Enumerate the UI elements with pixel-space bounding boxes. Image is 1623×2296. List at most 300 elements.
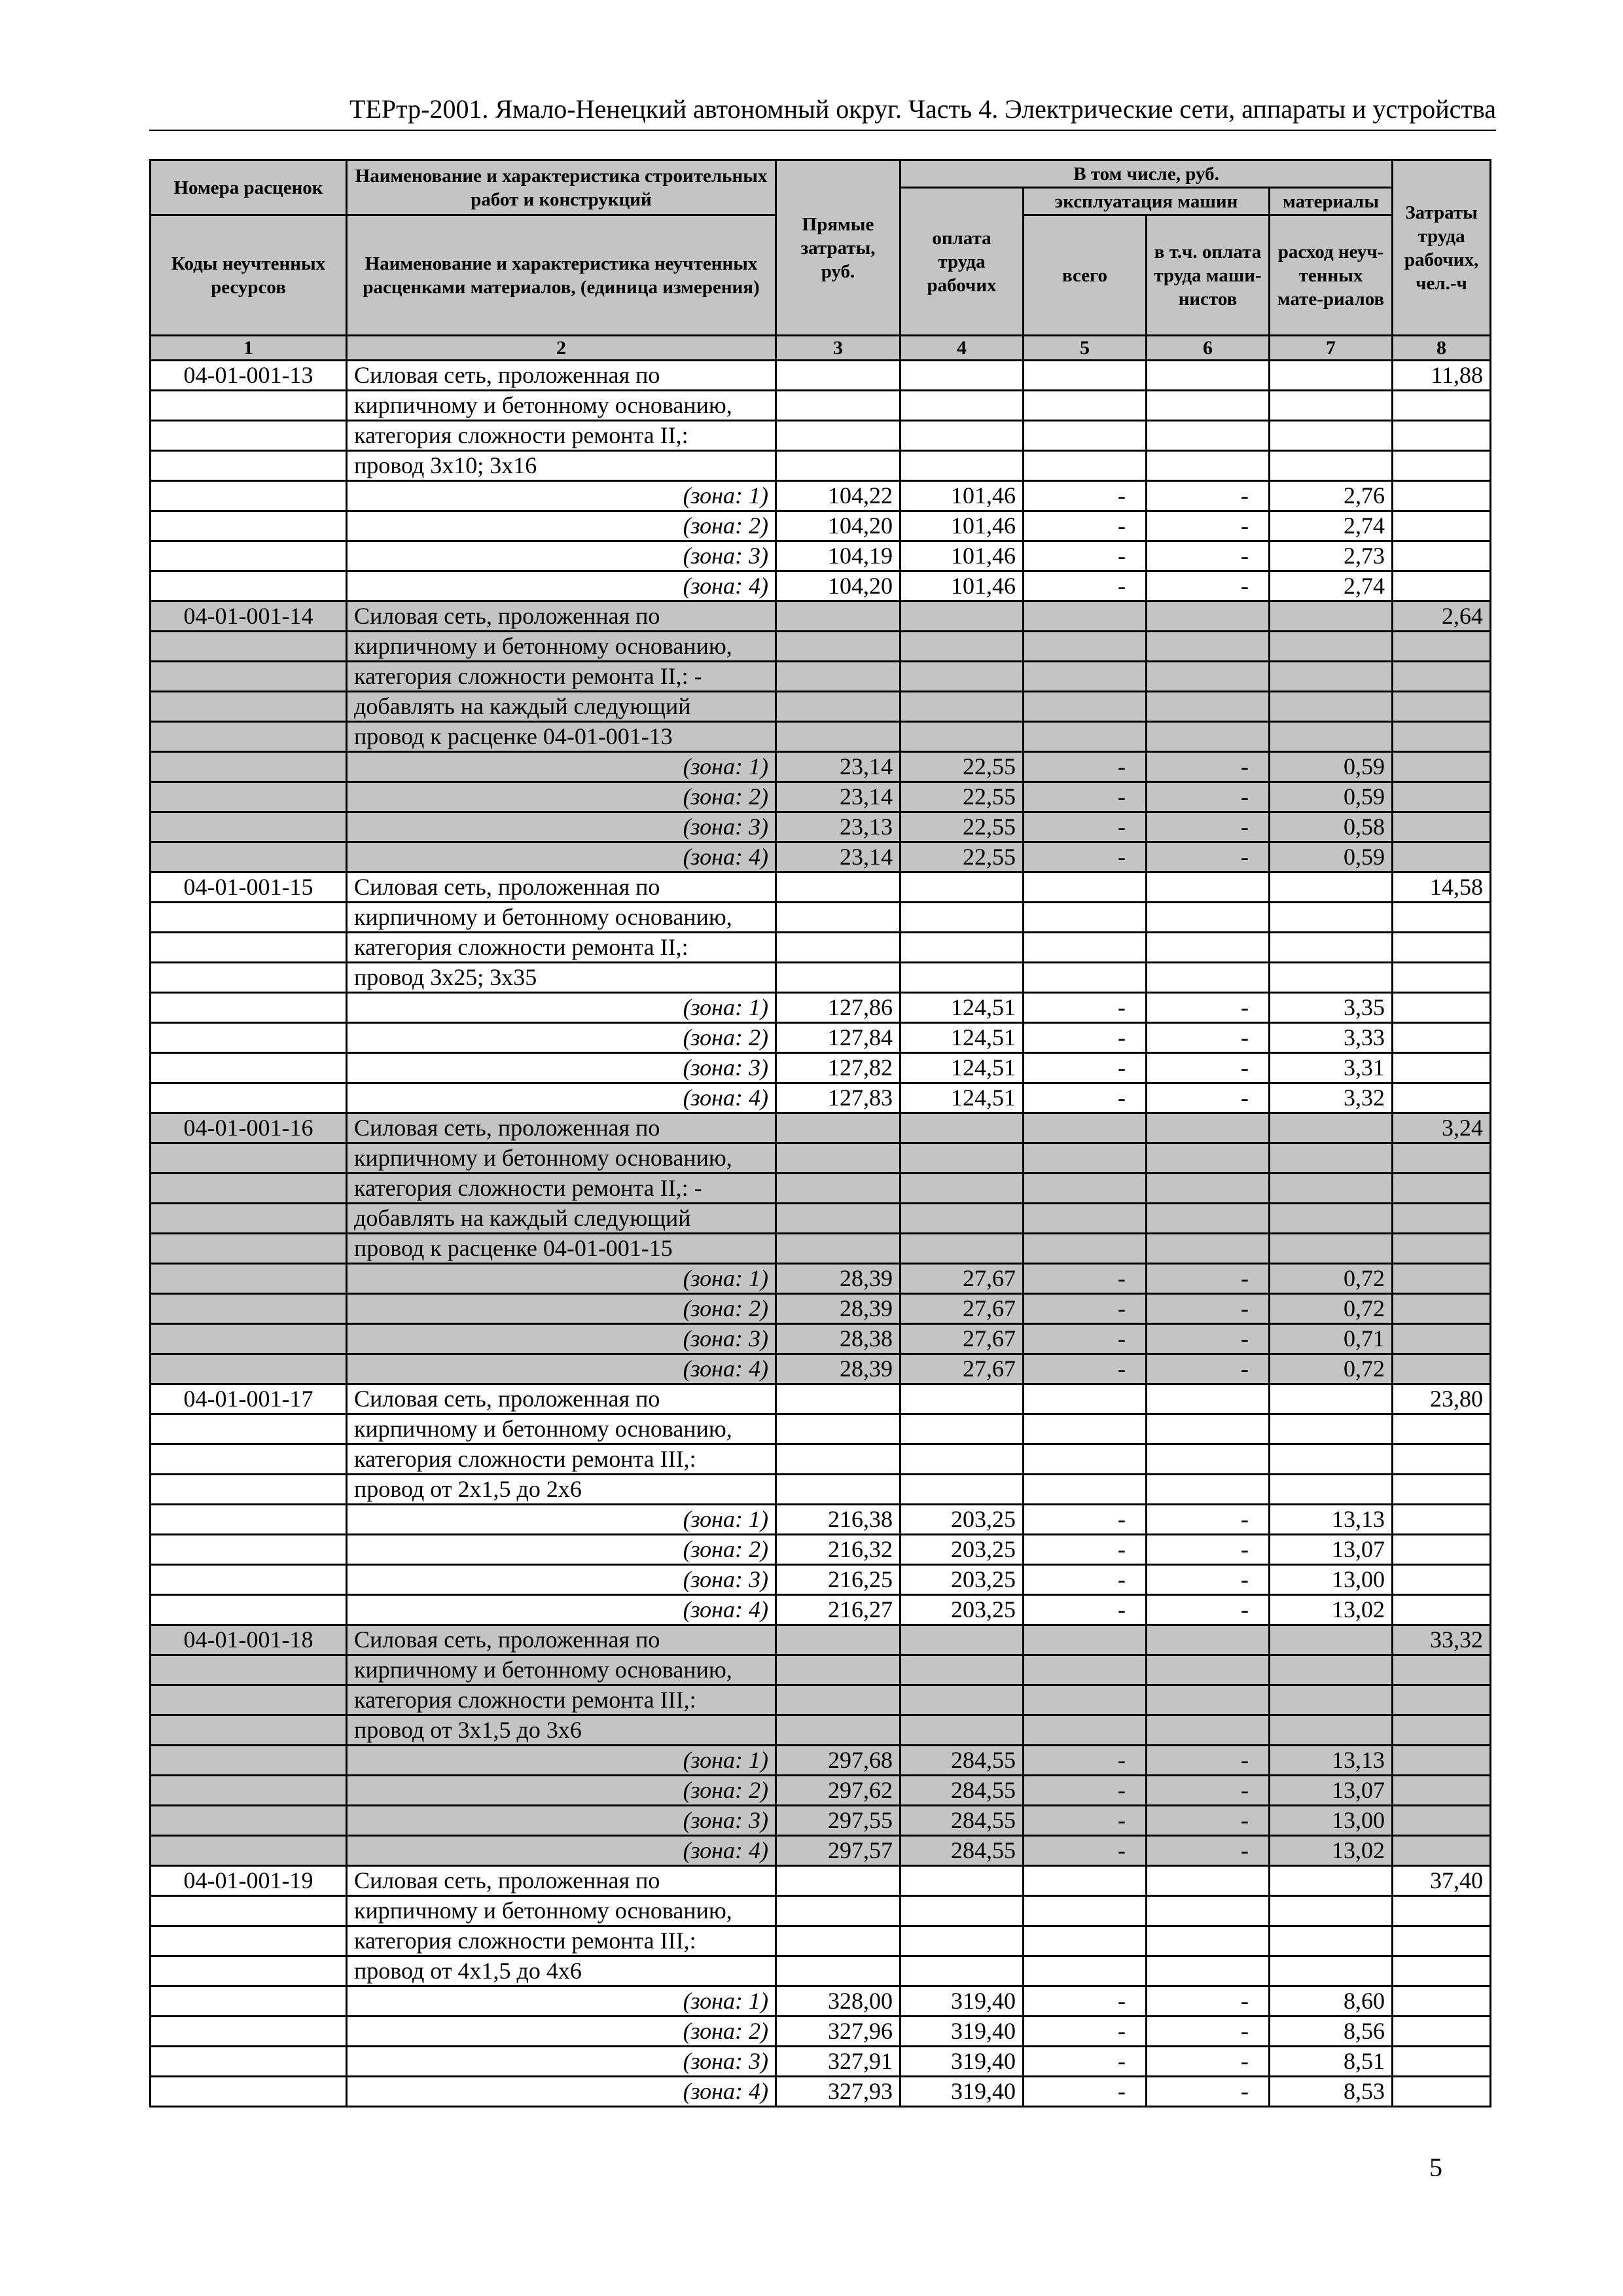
empty-cell [776, 662, 901, 692]
table-row [151, 1234, 1491, 1264]
operator-pay: - [1147, 1023, 1270, 1053]
worker-pay: 101,46 [901, 541, 1024, 571]
direct-costs: 28,38 [776, 1324, 901, 1354]
operator-pay: - [1147, 1324, 1270, 1354]
zone-row [151, 1505, 1491, 1535]
zone-row [151, 842, 1491, 872]
empty-cell [1147, 451, 1270, 481]
rate-code-cell [151, 993, 347, 1023]
material-use: 3,31 [1270, 1053, 1393, 1083]
empty-cell [1024, 601, 1147, 632]
empty-cell [901, 1715, 1024, 1746]
empty-cell [1270, 1896, 1393, 1926]
operator-pay: - [1147, 571, 1270, 601]
empty-cell [1270, 872, 1393, 903]
labor-hours-cell [1393, 1505, 1491, 1535]
zone-label: (зона: 1) [347, 481, 776, 511]
empty-cell [1024, 1956, 1147, 1986]
table-row [151, 361, 1491, 391]
empty-cell [1147, 1685, 1270, 1715]
empty-cell [776, 963, 901, 993]
labor-hours: 3,24 [1393, 1113, 1491, 1143]
empty-cell [776, 722, 901, 752]
machine-total: - [1024, 1806, 1147, 1836]
machine-total: - [1024, 1776, 1147, 1806]
operator-pay: - [1147, 812, 1270, 842]
operator-pay: - [1147, 2017, 1270, 2047]
rate-code-cell [151, 1083, 347, 1113]
empty-cell [901, 662, 1024, 692]
empty-cell [1024, 1174, 1147, 1204]
labor-hours-cell [1393, 1444, 1491, 1475]
operator-pay: - [1147, 2077, 1270, 2107]
work-description-line: Силовая сеть, проложенная по [347, 601, 776, 632]
empty-cell [901, 1384, 1024, 1414]
empty-cell [1270, 451, 1393, 481]
zone-row [151, 1053, 1491, 1083]
empty-cell [1147, 1625, 1270, 1655]
operator-pay: - [1147, 541, 1270, 571]
empty-cell [1270, 632, 1393, 662]
table-row [151, 1625, 1491, 1655]
machine-total: - [1024, 1053, 1147, 1083]
machine-total: - [1024, 812, 1147, 842]
work-description-line: провод к расценке 04-01-001-13 [347, 722, 776, 752]
worker-pay: 22,55 [901, 812, 1024, 842]
empty-cell [1270, 1174, 1393, 1204]
empty-cell [1024, 1143, 1147, 1174]
direct-costs: 127,82 [776, 1053, 901, 1083]
zone-row [151, 1083, 1491, 1113]
empty-cell [776, 1715, 901, 1746]
rate-code-cell [151, 963, 347, 993]
table-row [151, 451, 1491, 481]
labor-hours-cell [1393, 1776, 1491, 1806]
machine-total: - [1024, 1565, 1147, 1595]
empty-cell [1147, 722, 1270, 752]
rate-code-cell [151, 1023, 347, 1053]
zone-label: (зона: 3) [347, 812, 776, 842]
zone-row [151, 1324, 1491, 1354]
rate-code: 04-01-001-16 [151, 1113, 347, 1143]
labor-hours-cell [1393, 1324, 1491, 1354]
labor-hours-cell [1393, 1595, 1491, 1625]
empty-cell [1147, 1956, 1270, 1986]
labor-hours: 11,88 [1393, 361, 1491, 391]
empty-cell [901, 1896, 1024, 1926]
zone-label: (зона: 1) [347, 1746, 776, 1776]
rate-code-cell [151, 1294, 347, 1324]
empty-cell [901, 692, 1024, 722]
rates-table [149, 159, 1491, 2108]
work-description-line: кирпичному и бетонному основанию, [347, 903, 776, 933]
rate-code-cell [151, 812, 347, 842]
empty-cell [1024, 1444, 1147, 1475]
zone-row [151, 571, 1491, 601]
zone-label: (зона: 4) [347, 1595, 776, 1625]
zone-label: (зона: 4) [347, 842, 776, 872]
work-description-line: кирпичному и бетонному основанию, [347, 632, 776, 662]
operator-pay: - [1147, 993, 1270, 1023]
table-row [151, 601, 1491, 632]
table-row [151, 933, 1491, 963]
empty-cell [1147, 1113, 1270, 1143]
table-row [151, 1113, 1491, 1143]
labor-hours-cell [1393, 421, 1491, 451]
empty-cell [776, 421, 901, 451]
operator-pay: - [1147, 1505, 1270, 1535]
zone-label: (зона: 1) [347, 1986, 776, 2017]
material-use: 2,74 [1270, 511, 1393, 541]
labor-hours-cell [1393, 662, 1491, 692]
empty-cell [1270, 1655, 1393, 1685]
rate-code-cell [151, 1896, 347, 1926]
empty-cell [1270, 722, 1393, 752]
table-row [151, 1715, 1491, 1746]
rate-code-cell [151, 1174, 347, 1204]
empty-cell [1147, 662, 1270, 692]
worker-pay: 27,67 [901, 1294, 1024, 1324]
header-materials: материалы [1270, 188, 1393, 215]
direct-costs: 23,13 [776, 812, 901, 842]
labor-hours-cell [1393, 2077, 1491, 2107]
zone-label: (зона: 1) [347, 1505, 776, 1535]
work-description-line: добавлять на каждый следующий [347, 692, 776, 722]
machine-total: - [1024, 1324, 1147, 1354]
rate-code-cell [151, 1986, 347, 2017]
work-description-line: категория сложности ремонта II,: [347, 421, 776, 451]
header-rate-numbers: Номера расценок [151, 160, 347, 215]
direct-costs: 297,68 [776, 1746, 901, 1776]
empty-cell [901, 1956, 1024, 1986]
zone-row [151, 1354, 1491, 1384]
empty-cell [1024, 662, 1147, 692]
labor-hours-cell [1393, 1956, 1491, 1986]
direct-costs: 297,62 [776, 1776, 901, 1806]
rate-code-cell [151, 1234, 347, 1264]
direct-costs: 127,83 [776, 1083, 901, 1113]
worker-pay: 101,46 [901, 481, 1024, 511]
labor-hours-cell [1393, 1685, 1491, 1715]
empty-cell [901, 601, 1024, 632]
zone-row [151, 1535, 1491, 1565]
zone-row [151, 511, 1491, 541]
empty-cell [776, 1414, 901, 1444]
empty-cell [901, 421, 1024, 451]
operator-pay: - [1147, 1053, 1270, 1083]
empty-cell [1024, 1655, 1147, 1685]
document-title: ТЕРтр-2001. Ямало-Ненецкий автономный округ. Часть 4. Электрические сети, аппараты и устройства [349, 94, 1496, 124]
material-use: 13,13 [1270, 1505, 1393, 1535]
empty-cell [1024, 722, 1147, 752]
empty-cell [1024, 1625, 1147, 1655]
work-description-line: провод 3х10; 3х16 [347, 451, 776, 481]
table-row [151, 662, 1491, 692]
worker-pay: 22,55 [901, 782, 1024, 812]
work-description-line: кирпичному и бетонному основанию, [347, 1414, 776, 1444]
empty-cell [1270, 903, 1393, 933]
labor-hours-cell [1393, 2017, 1491, 2047]
zone-row [151, 541, 1491, 571]
empty-cell [1270, 933, 1393, 963]
operator-pay: - [1147, 2047, 1270, 2077]
empty-cell [776, 632, 901, 662]
direct-costs: 104,19 [776, 541, 901, 571]
rate-code: 04-01-001-17 [151, 1384, 347, 1414]
work-description-line: категория сложности ремонта II,: [347, 933, 776, 963]
labor-hours-cell [1393, 541, 1491, 571]
rate-code-cell [151, 1746, 347, 1776]
zone-label: (зона: 2) [347, 511, 776, 541]
table-header [151, 160, 1491, 361]
direct-costs: 216,25 [776, 1565, 901, 1595]
empty-cell [1147, 1143, 1270, 1174]
direct-costs: 28,39 [776, 1264, 901, 1294]
column-number: 1 [151, 336, 347, 361]
empty-cell [1024, 1204, 1147, 1234]
empty-cell [776, 872, 901, 903]
machine-total: - [1024, 1264, 1147, 1294]
worker-pay: 101,46 [901, 571, 1024, 601]
rate-code-cell [151, 1806, 347, 1836]
empty-cell [1270, 391, 1393, 421]
rate-code: 04-01-001-18 [151, 1625, 347, 1655]
labor-hours-cell [1393, 1143, 1491, 1174]
empty-cell [1270, 963, 1393, 993]
empty-cell [1024, 1926, 1147, 1956]
column-number: 3 [776, 336, 901, 361]
empty-cell [1024, 692, 1147, 722]
table-body [151, 361, 1491, 2107]
worker-pay: 22,55 [901, 842, 1024, 872]
page-header [149, 92, 1496, 131]
machine-total: - [1024, 842, 1147, 872]
worker-pay: 124,51 [901, 1023, 1024, 1053]
column-number: 8 [1393, 336, 1491, 361]
material-use: 2,76 [1270, 481, 1393, 511]
labor-hours-cell [1393, 1475, 1491, 1505]
zone-label: (зона: 4) [347, 1836, 776, 1866]
empty-cell [1024, 1475, 1147, 1505]
rate-code-cell [151, 722, 347, 752]
machine-total: - [1024, 1595, 1147, 1625]
empty-cell [901, 391, 1024, 421]
empty-cell [1270, 1926, 1393, 1956]
table-row [151, 1475, 1491, 1505]
empty-cell [1147, 1926, 1270, 1956]
empty-cell [1270, 1204, 1393, 1234]
zone-label: (зона: 2) [347, 1023, 776, 1053]
work-description-line: добавлять на каждый следующий [347, 1204, 776, 1234]
labor-hours-cell [1393, 842, 1491, 872]
work-description-line: провод от 3х1,5 до 3х6 [347, 1715, 776, 1746]
rate-code-cell [151, 1414, 347, 1444]
empty-cell [901, 1414, 1024, 1444]
table-row [151, 1926, 1491, 1956]
material-use: 0,71 [1270, 1324, 1393, 1354]
table-row [151, 1896, 1491, 1926]
machine-total: - [1024, 571, 1147, 601]
labor-hours: 33,32 [1393, 1625, 1491, 1655]
rate-code: 04-01-001-13 [151, 361, 347, 391]
work-description-line: кирпичному и бетонному основанию, [347, 1143, 776, 1174]
worker-pay: 22,55 [901, 752, 1024, 782]
rate-code-cell [151, 632, 347, 662]
direct-costs: 23,14 [776, 842, 901, 872]
empty-cell [1024, 361, 1147, 391]
empty-cell [1147, 1896, 1270, 1926]
empty-cell [1270, 601, 1393, 632]
empty-cell [1147, 1715, 1270, 1746]
labor-hours: 2,64 [1393, 601, 1491, 632]
direct-costs: 297,57 [776, 1836, 901, 1866]
material-use: 0,59 [1270, 782, 1393, 812]
material-use: 13,07 [1270, 1535, 1393, 1565]
empty-cell [1147, 1204, 1270, 1234]
table-row [151, 692, 1491, 722]
empty-cell [1147, 1234, 1270, 1264]
labor-hours-cell [1393, 1806, 1491, 1836]
empty-cell [776, 1866, 901, 1896]
rate-code-cell [151, 1836, 347, 1866]
direct-costs: 327,93 [776, 2077, 901, 2107]
work-description-line: кирпичному и бетонному основанию, [347, 1896, 776, 1926]
labor-hours-cell [1393, 1264, 1491, 1294]
labor-hours: 23,80 [1393, 1384, 1491, 1414]
operator-pay: - [1147, 1083, 1270, 1113]
rate-code-cell [151, 903, 347, 933]
labor-hours-cell [1393, 571, 1491, 601]
empty-cell [1147, 933, 1270, 963]
zone-label: (зона: 3) [347, 1806, 776, 1836]
zone-row [151, 782, 1491, 812]
work-description-line: категория сложности ремонта II,: - [347, 1174, 776, 1204]
machine-total: - [1024, 2017, 1147, 2047]
empty-cell [776, 1174, 901, 1204]
empty-cell [901, 722, 1024, 752]
empty-cell [1270, 1444, 1393, 1475]
labor-hours-cell [1393, 451, 1491, 481]
zone-row [151, 481, 1491, 511]
empty-cell [1147, 1384, 1270, 1414]
direct-costs: 127,84 [776, 1023, 901, 1053]
zone-row [151, 1264, 1491, 1294]
header-work-name: Наименование и характеристика строительных работ и конструкций [347, 160, 776, 215]
rate-code: 04-01-001-15 [151, 872, 347, 903]
worker-pay: 319,40 [901, 2077, 1024, 2107]
zone-label: (зона: 3) [347, 1565, 776, 1595]
table-row [151, 872, 1491, 903]
zone-row [151, 1806, 1491, 1836]
table-row [151, 903, 1491, 933]
rate-code-cell [151, 1715, 347, 1746]
empty-cell [1024, 1384, 1147, 1414]
material-use: 8,53 [1270, 2077, 1393, 2107]
empty-cell [1270, 1113, 1393, 1143]
operator-pay: - [1147, 511, 1270, 541]
direct-costs: 216,38 [776, 1505, 901, 1535]
zone-row [151, 2017, 1491, 2047]
material-use: 3,33 [1270, 1023, 1393, 1053]
labor-hours-cell [1393, 1655, 1491, 1685]
table-row [151, 1204, 1491, 1234]
table-row [151, 722, 1491, 752]
labor-hours-cell [1393, 782, 1491, 812]
zone-row [151, 1836, 1491, 1866]
empty-cell [901, 1204, 1024, 1234]
machine-total: - [1024, 993, 1147, 1023]
machine-total: - [1024, 511, 1147, 541]
machine-total: - [1024, 1836, 1147, 1866]
table-row [151, 1174, 1491, 1204]
empty-cell [776, 1113, 901, 1143]
labor-hours: 14,58 [1393, 872, 1491, 903]
work-description-line: провод от 4х1,5 до 4х6 [347, 1956, 776, 1986]
operator-pay: - [1147, 481, 1270, 511]
empty-cell [901, 963, 1024, 993]
worker-pay: 124,51 [901, 1083, 1024, 1113]
zone-label: (зона: 2) [347, 1535, 776, 1565]
material-use: 8,56 [1270, 2017, 1393, 2047]
machine-total: - [1024, 752, 1147, 782]
rate-code-cell [151, 1595, 347, 1625]
machine-total: - [1024, 1535, 1147, 1565]
material-use: 3,35 [1270, 993, 1393, 1023]
rate-code-cell [151, 2077, 347, 2107]
empty-cell [776, 1956, 901, 1986]
empty-cell [1024, 421, 1147, 451]
machine-total: - [1024, 2077, 1147, 2107]
labor-hours-cell [1393, 1174, 1491, 1204]
material-use: 8,51 [1270, 2047, 1393, 2077]
header-machine-total: всего [1024, 215, 1147, 336]
header-operator-pay: в т.ч. оплата труда маши-нистов [1147, 215, 1270, 336]
machine-total: - [1024, 782, 1147, 812]
labor-hours-cell [1393, 1354, 1491, 1384]
empty-cell [1024, 1685, 1147, 1715]
labor-hours-cell [1393, 1986, 1491, 2017]
zone-label: (зона: 3) [347, 541, 776, 571]
empty-cell [1270, 1143, 1393, 1174]
empty-cell [776, 1444, 901, 1475]
machine-total: - [1024, 1294, 1147, 1324]
empty-cell [776, 1204, 901, 1234]
zone-row [151, 1746, 1491, 1776]
empty-cell [1147, 361, 1270, 391]
empty-cell [901, 1475, 1024, 1505]
direct-costs: 297,55 [776, 1806, 901, 1836]
labor-hours-cell [1393, 1836, 1491, 1866]
header-material-use: расход неуч-тенных мате-риалов [1270, 215, 1393, 336]
empty-cell [1024, 903, 1147, 933]
worker-pay: 319,40 [901, 1986, 1024, 2017]
work-description-line: провод к расценке 04-01-001-15 [347, 1234, 776, 1264]
table-row [151, 963, 1491, 993]
empty-cell [776, 1625, 901, 1655]
work-description-line: категория сложности ремонта II,: - [347, 662, 776, 692]
empty-cell [1270, 1234, 1393, 1264]
empty-cell [776, 391, 901, 421]
empty-cell [1024, 1234, 1147, 1264]
rate-code: 04-01-001-14 [151, 601, 347, 632]
machine-total: - [1024, 541, 1147, 571]
rate-code-cell [151, 481, 347, 511]
labor-hours-cell [1393, 1414, 1491, 1444]
empty-cell [901, 1234, 1024, 1264]
worker-pay: 319,40 [901, 2017, 1024, 2047]
rate-code-cell [151, 1354, 347, 1384]
empty-cell [776, 1926, 901, 1956]
